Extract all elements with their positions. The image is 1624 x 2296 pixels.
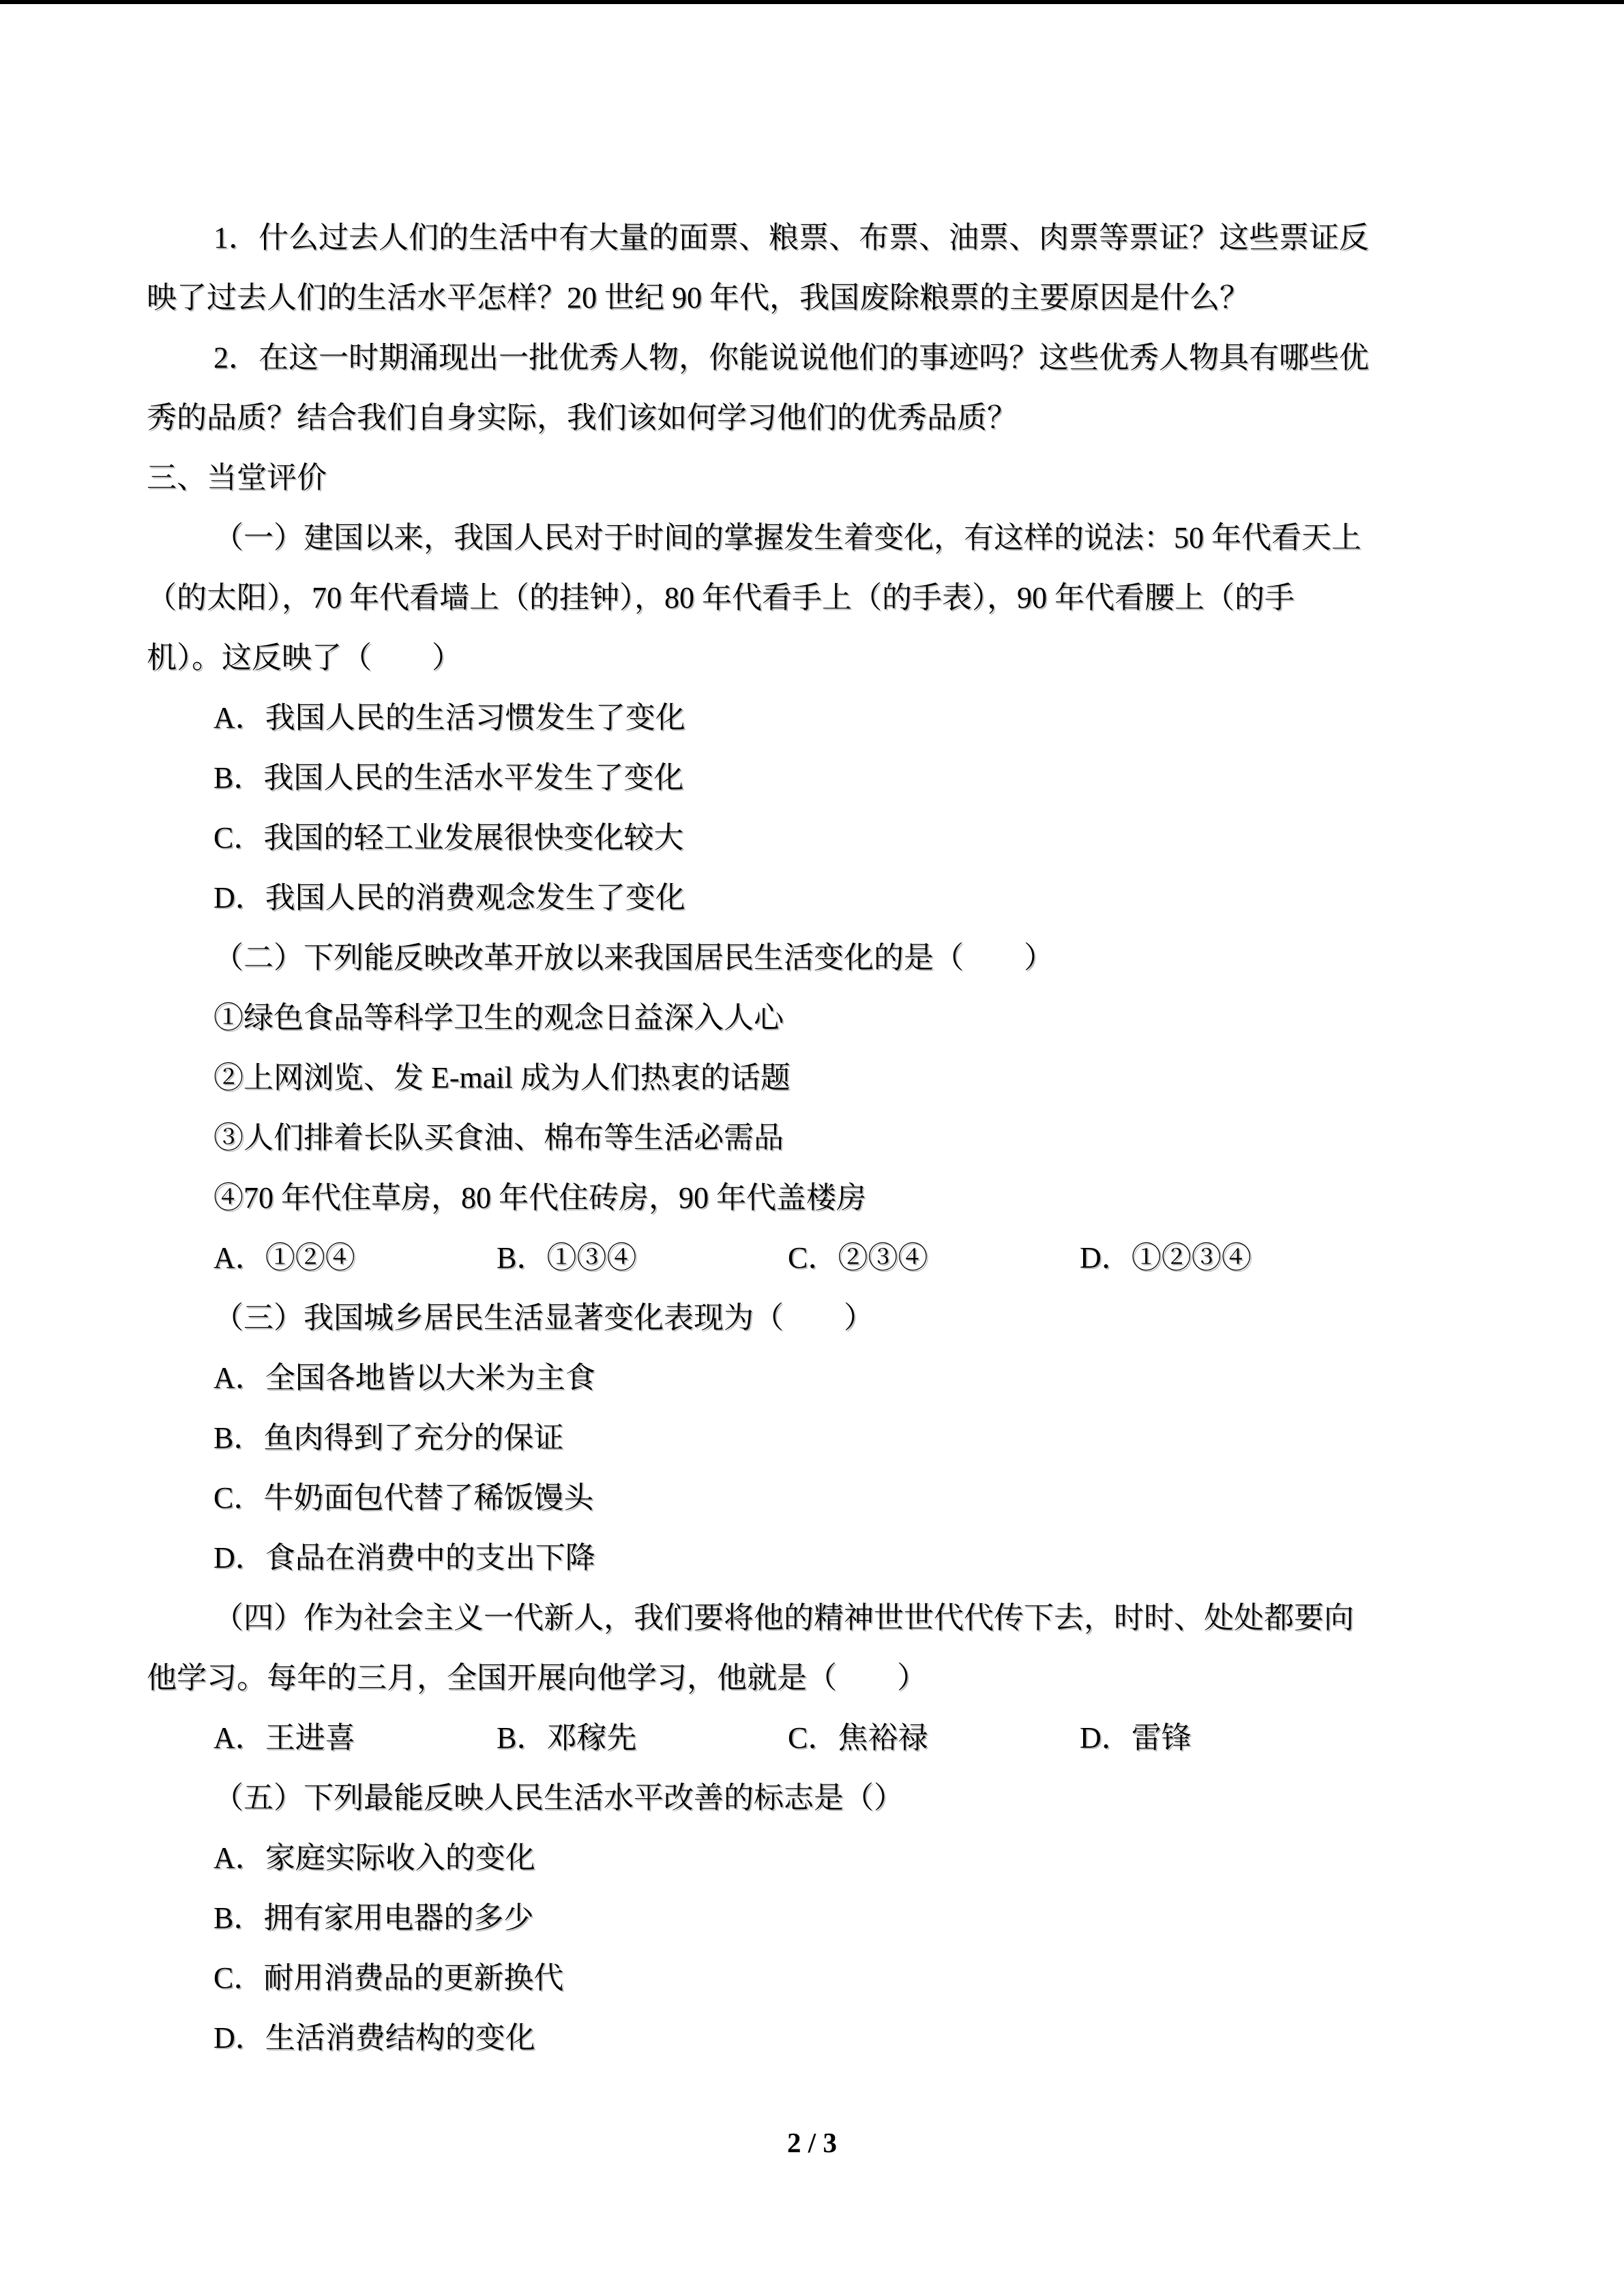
numbered-item-line: ②上网浏览、发 E-mail 成为人们热衷的话题 bbox=[213, 1061, 791, 1094]
question-text-line: 1．什么过去人们的生活中有大量的面票、粮票、布票、油票、肉票等票证？这些票证反 bbox=[213, 221, 1369, 254]
question-text-line: 机）。这反映了（ ） bbox=[147, 641, 462, 674]
top-border-bar bbox=[0, 0, 1624, 4]
question-text-line: （一）建国以来，我国人民对于时间的掌握发生着变化，有这样的说法：50 年代看天上 bbox=[213, 521, 1361, 554]
answer-option-line: A．我国人民的生活习惯发生了变化 bbox=[213, 701, 685, 734]
option-item: B．①③④ bbox=[497, 1241, 637, 1274]
section-heading: 三、当堂评价 bbox=[147, 461, 327, 494]
answer-option-line: B．拥有家用电器的多少 bbox=[213, 1901, 534, 1935]
numbered-item-line: ①绿色食品等科学卫生的观念日益深入人心 bbox=[213, 1001, 784, 1034]
answer-options-row bbox=[147, 1228, 1477, 1288]
answer-option-line: D．食品在消费中的支出下降 bbox=[213, 1541, 595, 1575]
question-text-line: 他学习。每年的三月，全国开展向他学习，他就是（ ） bbox=[147, 1661, 927, 1695]
question-text-line: （的太阳），70 年代看墙上（的挂钟），80 年代看手上（的手表），90 年代看腰上（的手 bbox=[147, 581, 1295, 614]
option-item: A．①②④ bbox=[213, 1241, 355, 1274]
answer-option-line: C．耐用消费品的更新换代 bbox=[213, 1961, 564, 1995]
option-item: D．①②③④ bbox=[1080, 1241, 1252, 1274]
answer-option-line: B．我国人民的生活水平发生了变化 bbox=[213, 761, 684, 794]
question-text-line: 2．在这一时期涌现出一批优秀人物，你能说说他们的事迹吗？这些优秀人物具有哪些优 bbox=[213, 341, 1369, 374]
answer-option-line: D．我国人民的消费观念发生了变化 bbox=[213, 881, 685, 914]
option-item: C．②③④ bbox=[788, 1241, 928, 1274]
option-item: B．邓稼先 bbox=[497, 1721, 637, 1755]
worksheet-text-body bbox=[147, 208, 1477, 2068]
answer-option-line: A．家庭实际收入的变化 bbox=[213, 1841, 535, 1875]
answer-option-line: A．全国各地皆以大米为主食 bbox=[213, 1361, 595, 1395]
numbered-item-line: ③人们排着长队买食油、棉布等生活必需品 bbox=[213, 1121, 784, 1154]
option-item: A．王进喜 bbox=[213, 1721, 355, 1755]
page-number: 2 / 3 bbox=[787, 2127, 837, 2158]
answer-option-line: B．鱼肉得到了充分的保证 bbox=[213, 1421, 564, 1455]
question-text-line: （二）下列能反映改革开放以来我国居民生活变化的是（ ） bbox=[213, 941, 1054, 974]
answer-option-line: C．我国的轻工业发展很快变化较大 bbox=[213, 821, 684, 854]
question-text-line: （四）作为社会主义一代新人，我们要将他的精神世世代代传下去，时时、处处都要向 bbox=[213, 1601, 1354, 1635]
option-item: C．焦裕禄 bbox=[788, 1721, 928, 1755]
option-item: D．雷锋 bbox=[1080, 1721, 1192, 1755]
answer-options-row bbox=[147, 1708, 1477, 1768]
numbered-item-line: ④70 年代住草房，80 年代住砖房，90 年代盖楼房 bbox=[213, 1181, 866, 1214]
answer-option-line: D．生活消费结构的变化 bbox=[213, 2021, 535, 2055]
question-text-line: 秀的品质？结合我们自身实际，我们该如何学习他们的优秀品质？ bbox=[147, 401, 1017, 434]
question-text-line: 映了过去人们的生活水平怎样？20 世纪 90 年代，我国废除粮票的主要原因是什么？ bbox=[147, 281, 1250, 314]
question-text-line: （三）我国城乡居民生活显著变化表现为（ ） bbox=[213, 1301, 874, 1335]
question-text-line: （五）下列最能反映人民生活水平改善的标志是（） bbox=[213, 1781, 904, 1815]
answer-option-line: C．牛奶面包代替了稀饭馒头 bbox=[213, 1481, 594, 1515]
